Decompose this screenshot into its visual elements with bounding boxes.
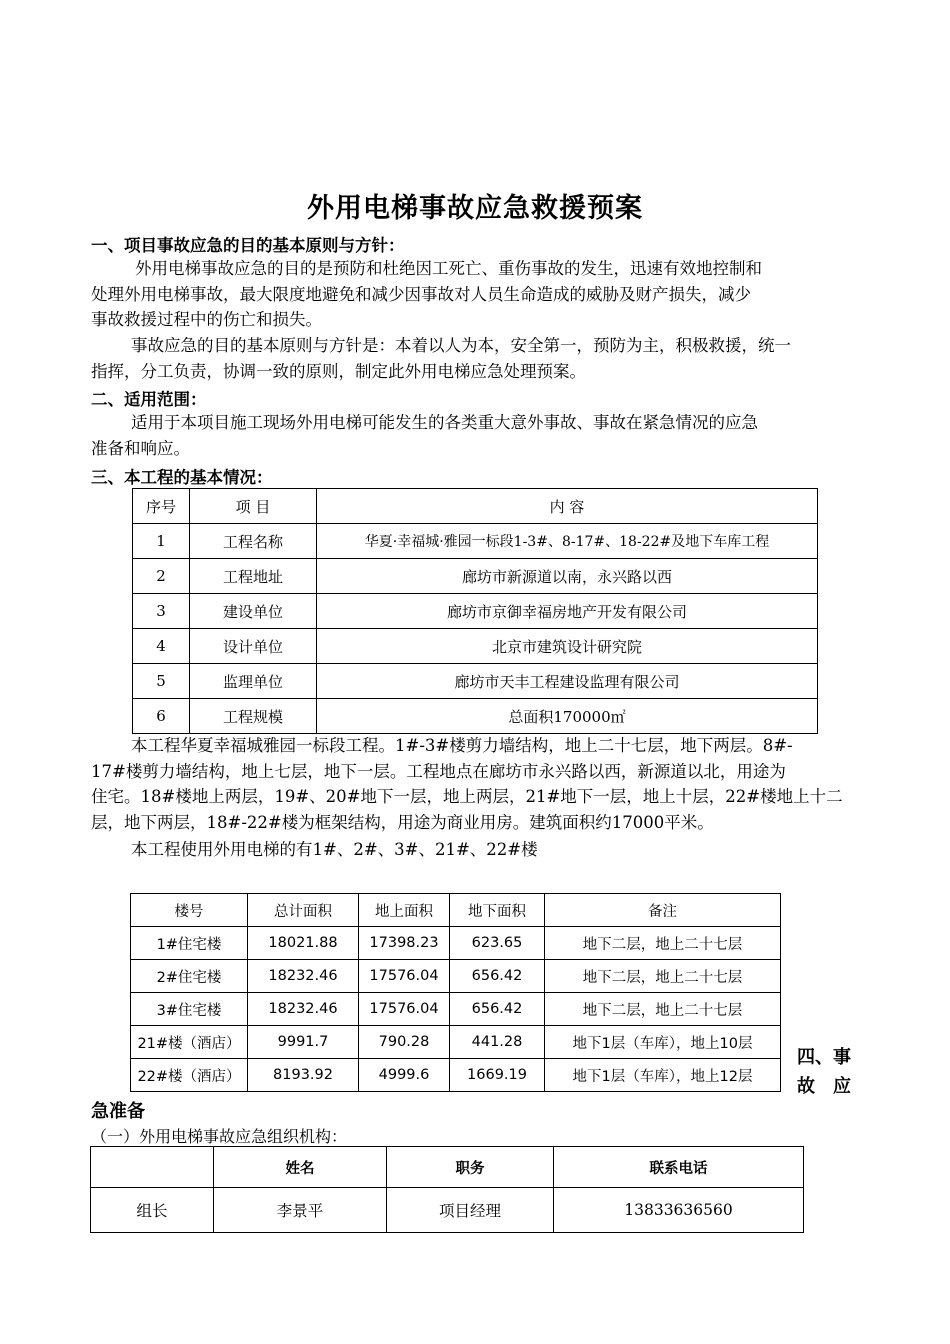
table-cell: 设计单位 [190,629,317,664]
section-1-paragraph-1 [91,256,861,333]
table-cell: 1669.19 [450,1059,545,1092]
table-cell: 6 [133,699,190,734]
text-line: 适用于本项目施工现场外用电梯可能发生的各类重大意外事故、事故在紧急情况的应急 [131,413,758,432]
table-cell: 监理单位 [190,664,317,699]
text-line: 本工程使用外用电梯的有1#、2#、3#、21#、22#楼 [131,840,538,859]
table-cell: 5 [133,664,190,699]
table-row [131,1059,781,1092]
table-cell: 廊坊市天丰工程建设监理有限公司 [317,664,818,699]
section-4-heading-part-2: 故 应 [797,1076,851,1097]
table-header-cell: 序号 [133,489,190,524]
table-cell: 656.42 [450,993,545,1026]
table-cell: 廊坊市京御幸福房地产开发有限公司 [317,594,818,629]
table-cell: 工程名称 [190,524,317,559]
table-row [131,927,781,960]
table-cell: 地下1层（车库），地上10层 [545,1026,781,1059]
table-row [133,699,818,734]
text-line: 事故救援过程中的伤亡和损失。 [91,310,322,329]
table-header-cell: 楼号 [131,894,248,927]
table-row [133,594,818,629]
section-3-paragraph-2 [91,837,861,863]
section-2-paragraph [91,410,861,461]
text-line: 准备和响应。 [91,438,190,458]
table-cell: 组长 [91,1188,214,1233]
table-cell: 地下二层，地上二十七层 [545,993,781,1026]
text-line: 事故应急的目的基本原则与方针是：本着以人为本，安全第一，预防为主，积极救援，统一 [131,336,791,355]
text-line: 外用电梯事故应急的目的是预防和杜绝因工死亡、重伤事故的发生，迅速有效地控制和 [135,259,762,278]
table-row [131,993,781,1026]
table-cell: 17576.04 [359,960,450,993]
section-4-heading-part-1: 四、事 [797,1047,851,1068]
table-row [133,629,818,664]
table-row [91,1188,804,1233]
table-cell: 790.28 [359,1026,450,1059]
table-header-cell: 职务 [387,1147,554,1188]
table-header-row [131,894,781,927]
table-cell: 工程规模 [190,699,317,734]
table-cell: 4 [133,629,190,664]
table-header-cell: 地上面积 [359,894,450,927]
table-cell: 3 [133,594,190,629]
table-cell: 北京市建筑设计研究院 [317,629,818,664]
text-line: 指挥，分工负责，协调一致的原则，制定此外用电梯应急处理预案。 [91,361,586,381]
text-line: 住宅。18#楼地上两层，19#、20#地下一层，地上两层，21#地下一层，地上十层，22#楼地上十二 [91,787,843,806]
table-cell: 地下1层（车库），地上12层 [545,1059,781,1092]
table-cell: 656.42 [450,960,545,993]
section-4-subheading: （一）外用电梯事故应急组织机构： [91,1127,348,1146]
text-line: 17#楼剪力墙结构，地上七层，地下一层。工程地点在廊坊市永兴路以西，新源道以北，用途为 [91,761,786,781]
table-row [131,1026,781,1059]
table-cell: 2 [133,559,190,594]
section-3-paragraph-1 [91,733,861,835]
table-cell: 2#住宅楼 [131,960,248,993]
table-cell: 17398.23 [359,927,450,960]
table-cell: 1#住宅楼 [131,927,248,960]
building-area-table [130,893,781,1092]
table-row [133,559,818,594]
table-cell: 3#住宅楼 [131,993,248,1026]
table-header-cell: 总计面积 [248,894,359,927]
table-cell: 8193.92 [248,1059,359,1092]
table-cell: 1 [133,524,190,559]
emergency-org-table [90,1146,804,1233]
section-1-paragraph-2 [91,333,861,384]
text-line: 层，地下两层，18#-22#楼为框架结构，用途为商业用房。建筑面积约17000平米。 [91,812,714,832]
table-cell: 18232.46 [248,960,359,993]
table-cell: 441.28 [450,1026,545,1059]
table-cell: 18232.46 [248,993,359,1026]
table-cell: 建设单位 [190,594,317,629]
text-line: 本工程华夏幸福城雅园一标段工程。1#-3#楼剪力墙结构，地上二十七层，地下两层。8#- [131,736,793,755]
section-4-heading-part-3: 急准备 [91,1101,145,1122]
table-header-cell: 姓名 [214,1147,387,1188]
table-cell: 地下二层，地上二十七层 [545,927,781,960]
table-cell: 华夏·幸福城·雅园一标段1-3#、8-17#、18-22#及地下车库工程 [317,524,818,559]
table-header-cell [91,1147,214,1188]
table-header-cell: 备注 [545,894,781,927]
section-1-heading: 一、项目事故应急的目的基本原则与方针： [91,236,405,255]
table-cell: 17576.04 [359,993,450,1026]
table-header-row [133,489,818,524]
table-cell: 廊坊市新源道以南，永兴路以西 [317,559,818,594]
table-row [133,664,818,699]
table-header-cell: 地下面积 [450,894,545,927]
table-cell: 地下二层，地上二十七层 [545,960,781,993]
table-cell: 22#楼（酒店） [131,1059,248,1092]
table-cell: 4999.6 [359,1059,450,1092]
table-cell: 工程地址 [190,559,317,594]
table-header-cell: 联系电话 [554,1147,804,1188]
table-cell: 项目经理 [387,1188,554,1233]
table-cell: 623.65 [450,927,545,960]
table-cell: 21#楼（酒店） [131,1026,248,1059]
project-info-table [132,488,818,734]
section-2-heading: 二、适用范围： [91,390,207,409]
table-header-cell: 项 目 [190,489,317,524]
text-line: 处理外用电梯事故，最大限度地避免和减少因事故对人员生命造成的威胁及财产损失，减少 [91,284,751,304]
table-cell: 总面积170000㎡ [317,699,818,734]
table-cell: 13833636560 [554,1188,804,1233]
table-cell: 9991.7 [248,1026,359,1059]
table-header-cell: 内 容 [317,489,818,524]
table-row [133,524,818,559]
section-3-heading: 三、本工程的基本情况： [91,468,273,487]
table-row [131,960,781,993]
table-cell: 18021.88 [248,927,359,960]
table-header-row [91,1147,804,1188]
table-cell: 李景平 [214,1188,387,1233]
page-title: 外用电梯事故应急救援预案 [307,193,643,224]
